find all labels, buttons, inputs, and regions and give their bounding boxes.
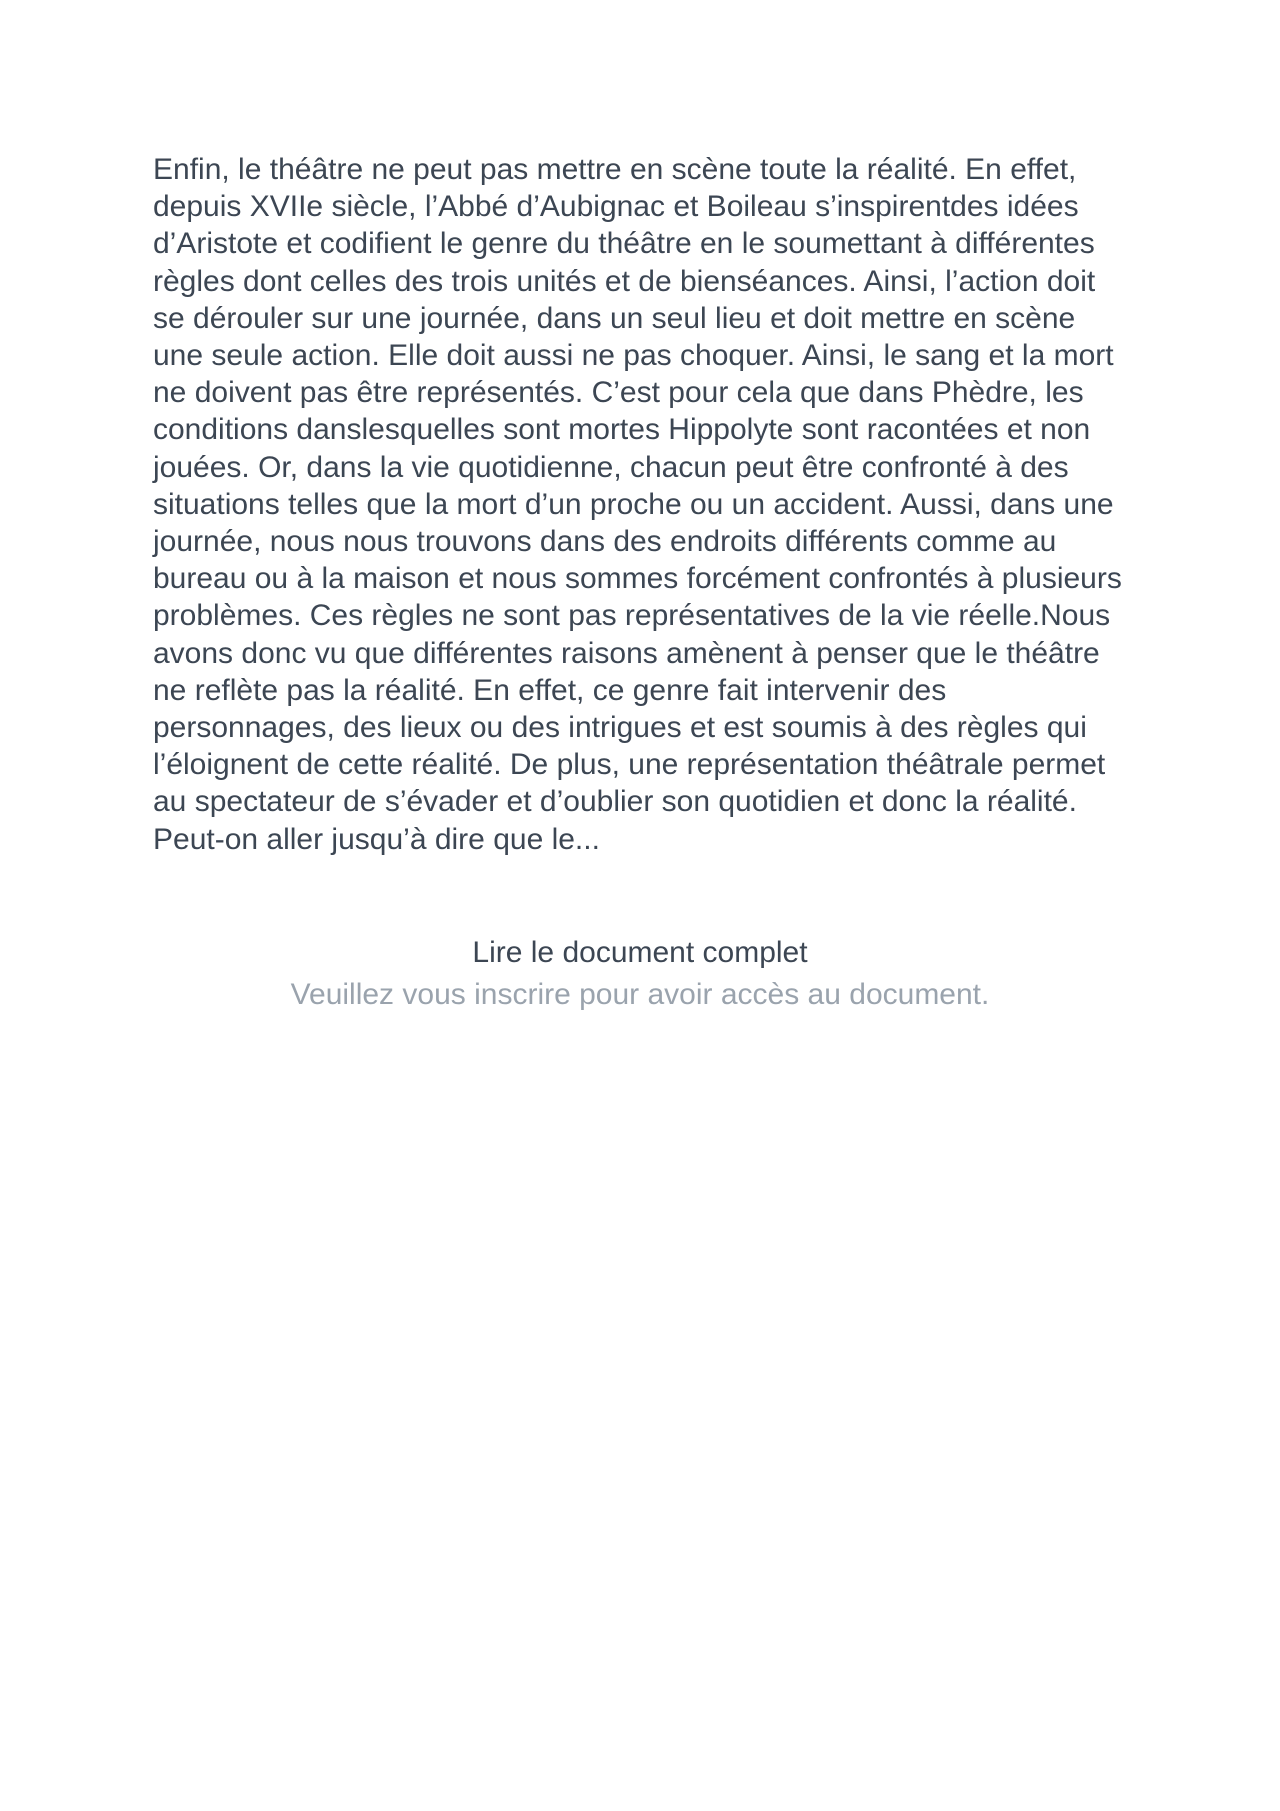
signup-required-note: Veuillez vous inscrire pour avoir accès au document. [290,978,990,1011]
document-excerpt: Enfin, le théâtre ne peut pas mettre en scène toute la réalité. En effet, depuis XVIIe siècle, l’Abbé d’Aubignac et Boileau s’inspirentdes idées d’Aristote et codifient le genre du théâtre en le soumettant à différentes règles dont celles des trois unités et de bienséances. Ainsi, l’action doit se dérouler sur une journée, dans un seul lieu et doit mettre en scène une seule action. Elle doit aussi ne pas choquer. Ainsi, le sang et la mort ne doivent pas être représentés. C’est pour cela que dans Phèdre, les conditions danslesquelles sont mortes Hippolyte sont racontées et non jouées. Or, dans la vie quotidienne, chacun peut être confronté à des situations telles que la mort d’un proche ou un accident. Aussi, dans une journée, nous nous trouvons dans des endroits différents comme au bureau ou à la maison et nous sommes forcément confrontés à plusieurs problèmes. Ces règles ne sont pas représentatives de la vie réelle.Nous avons donc vu que différentes raisons amènent à penser que le théâtre ne reflète pas la réalité. En effet, ce genre fait intervenir des personnages, des lieux ou des intrigues et est soumis à des règles qui l’éloignent de cette réalité. De plus, une représentation théâtrale permet au spectateur de s’évader et d’oublier son quotidien et donc la réalité. Peut-on aller jusqu’à dire que le... [153,153,1122,856]
read-full-document-link[interactable]: Lire le document complet [472,936,808,969]
